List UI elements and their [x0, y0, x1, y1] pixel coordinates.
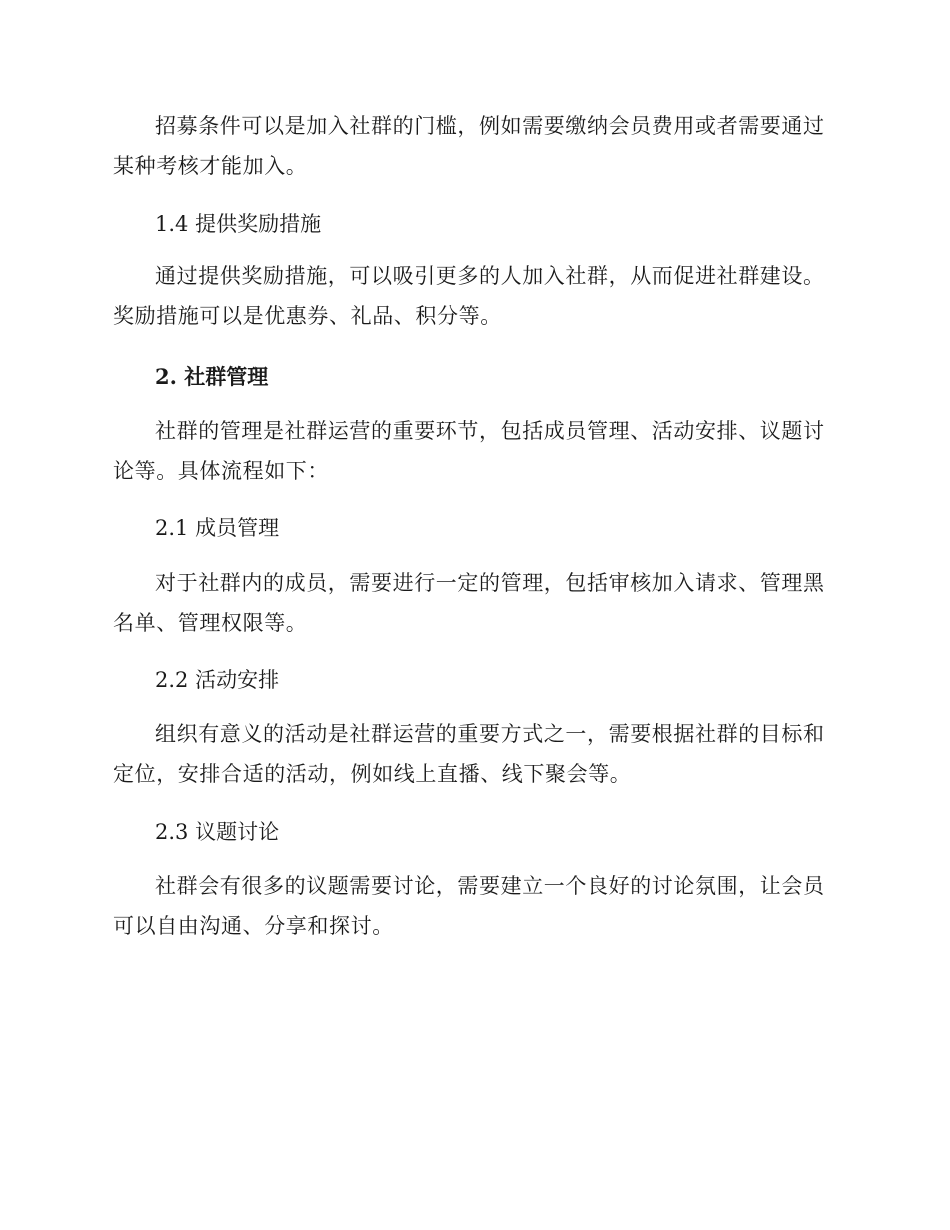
paragraph-recruit-conditions: 招募条件可以是加入社群的门槛，例如需要缴纳会员费用或者需要通过某种考核才能加入。	[113, 114, 825, 178]
paragraph-member-management: 对于社群内的成员，需要进行一定的管理，包括审核加入请求、管理黑名单、管理权限等。	[113, 571, 825, 635]
paragraph-activities: 组织有意义的活动是社群运营的重要方式之一，需要根据社群的目标和定位，安排合适的活动，例如线上直播、线下聚会等。	[113, 722, 825, 786]
subheading-2-1: 2.1 成员管理	[155, 516, 280, 540]
paragraph-rewards: 通过提供奖励措施，可以吸引更多的人加入社群，从而促进社群建设。奖励措施可以是优惠券、礼品、积分等。	[113, 264, 825, 328]
paragraph-management-intro: 社群的管理是社群运营的重要环节，包括成员管理、活动安排、议题讨论等。具体流程如下：	[113, 419, 825, 483]
heading-2-community-management: 2. 社群管理	[155, 364, 269, 389]
subheading-1-4: 1.4 提供奖励措施	[155, 212, 322, 236]
paragraph-topic-discussion: 社群会有很多的议题需要讨论，需要建立一个良好的讨论氛围，让会员可以自由沟通、分享和探讨。	[113, 874, 825, 938]
subheading-2-2: 2.2 活动安排	[155, 668, 280, 692]
subheading-2-3: 2.3 议题讨论	[155, 820, 280, 844]
